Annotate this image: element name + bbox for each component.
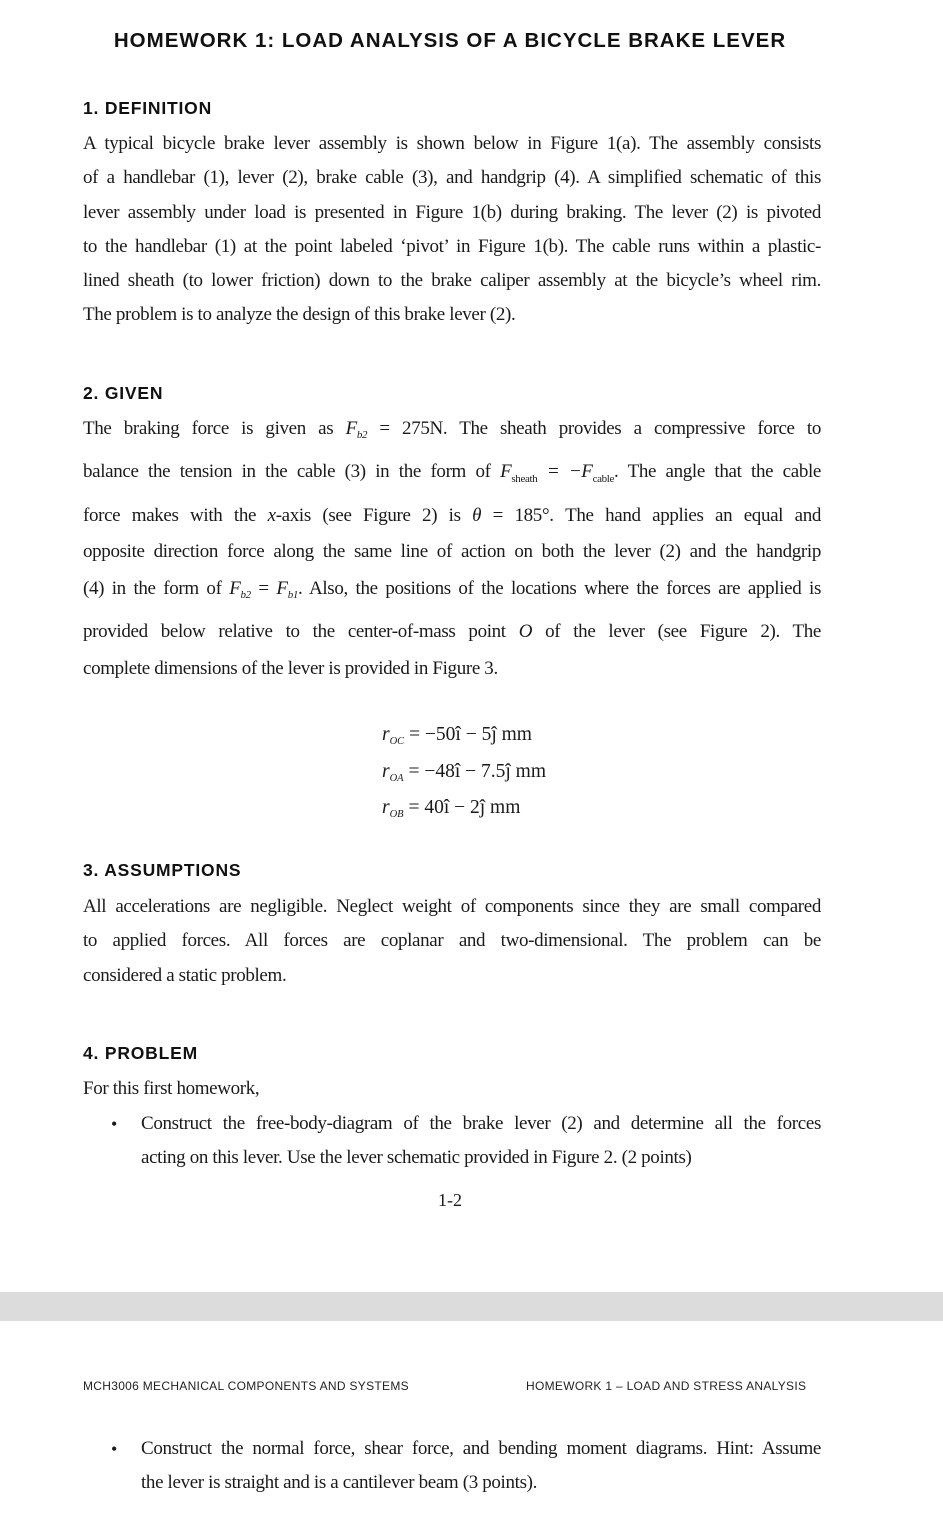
paragraph-line: Construct the normal force, shear force, and bending moment diagrams. Hint: Assume: [141, 1438, 821, 1459]
problem-intro: [83, 1072, 821, 1106]
paragraph-line: of a handlebar (1), lever (2), brake cable (3), and handgrip (4). A simplified schematic of this: [83, 167, 821, 189]
paragraph-line: balance the tension in the cable (3) in the form of $F_{sheath} = -F_{cable}$. The angle that the cable: [83, 460, 821, 485]
equation-r-ob: $r_{OB}$ = 40î − 2ĵ mm: [382, 797, 521, 820]
running-header-course: MCH3006 MECHANICAL COMPONENTS AND SYSTEMS: [83, 1379, 409, 1393]
paragraph-line: acting on this lever. Use the lever schematic provided in Figure 2. (2 points): [141, 1147, 692, 1169]
paragraph-line: Construct the free-body-diagram of the brake lever (2) and determine all the forces: [141, 1113, 821, 1134]
paragraph-line: lined sheath (to lower friction) down to the brake caliper assembly at the bicycle’s wheel rim.: [83, 270, 821, 292]
list-item: [83, 1107, 821, 1176]
position-equations: [382, 720, 546, 830]
page-number: 1-2: [438, 1190, 462, 1210]
equation-r-oa: $r_{OA}$ = −48î − 7.5ĵ mm: [382, 760, 547, 784]
paragraph-line: For this first homework,: [83, 1078, 260, 1099]
section-heading-definition: 1. DEFINITION: [83, 98, 213, 118]
paragraph-line: All accelerations are negligible. Neglect weight of components since they are small compared: [83, 896, 821, 917]
page-break-divider: [0, 1292, 943, 1321]
paragraph-line: A typical bicycle brake lever assembly is shown below in Figure 1(a). The assembly consists: [83, 133, 821, 154]
paragraph-line: provided below relative to the center-of-mass point O of the lever (see Figure 2). The: [83, 620, 821, 642]
bullet-icon: •: [111, 1114, 117, 1134]
paragraph-line: considered a static problem.: [83, 964, 287, 986]
equation-r-oc: $r_{OC}$ = −50î − 5ĵ mm: [382, 724, 532, 747]
paragraph-line: force makes with the x-axis (see Figure 2) is θ = 185°. The hand applies an equal and: [83, 504, 821, 526]
paragraph-line: the lever is straight and is a cantilever beam (3 points).: [141, 1472, 537, 1494]
list-item: [83, 1432, 821, 1501]
bullet-icon: •: [111, 1439, 117, 1459]
page-title: HOMEWORK 1: LOAD ANALYSIS OF A BICYCLE BRAKE LEVER: [113, 29, 787, 52]
section-heading-assumptions: 3. ASSUMPTIONS: [83, 860, 242, 880]
braking-force-value: = 275N: [379, 418, 443, 439]
section-heading-given: 2. GIVEN: [83, 383, 164, 403]
paragraph-line: complete dimensions of the lever is provided in Figure 3.: [83, 657, 498, 679]
paragraph-line: to the handlebar (1) at the point labeled ‘pivot’ in Figure 1(b). The cable runs within a plastic-: [83, 235, 821, 257]
paragraph-line: The problem is to analyze the design of this brake lever (2).: [83, 304, 516, 326]
definition-paragraph: [83, 127, 821, 333]
section-heading-problem: 4. PROBLEM: [83, 1043, 198, 1063]
paragraph-line: to applied forces. All forces are coplanar and two-dimensional. The problem can be: [83, 930, 821, 952]
given-paragraph: [83, 411, 821, 688]
problem-bullet-list: [83, 1107, 821, 1176]
cable-angle-value: = 185°: [492, 504, 550, 526]
paragraph-line: opposite direction force along the same line of action on both the lever (2) and the handgrip: [83, 541, 821, 563]
running-header-title: HOMEWORK 1 – LOAD AND STRESS ANALYSIS: [526, 1379, 807, 1393]
problem-bullet-list-continued: [83, 1432, 821, 1501]
paragraph-line: lever assembly under load is presented in Figure 1(b) during braking. The lever (2) is pivoted: [83, 201, 821, 223]
paragraph-line: The braking force is given as $F_{b2} = 275N$. The sheath provides a compressive force to: [83, 418, 821, 441]
assumptions-paragraph: [83, 890, 821, 993]
paragraph-line: (4) in the form of $F_{b2} = F_{b1}$. Also, the positions of the locations where the forces are applied is: [83, 578, 821, 602]
